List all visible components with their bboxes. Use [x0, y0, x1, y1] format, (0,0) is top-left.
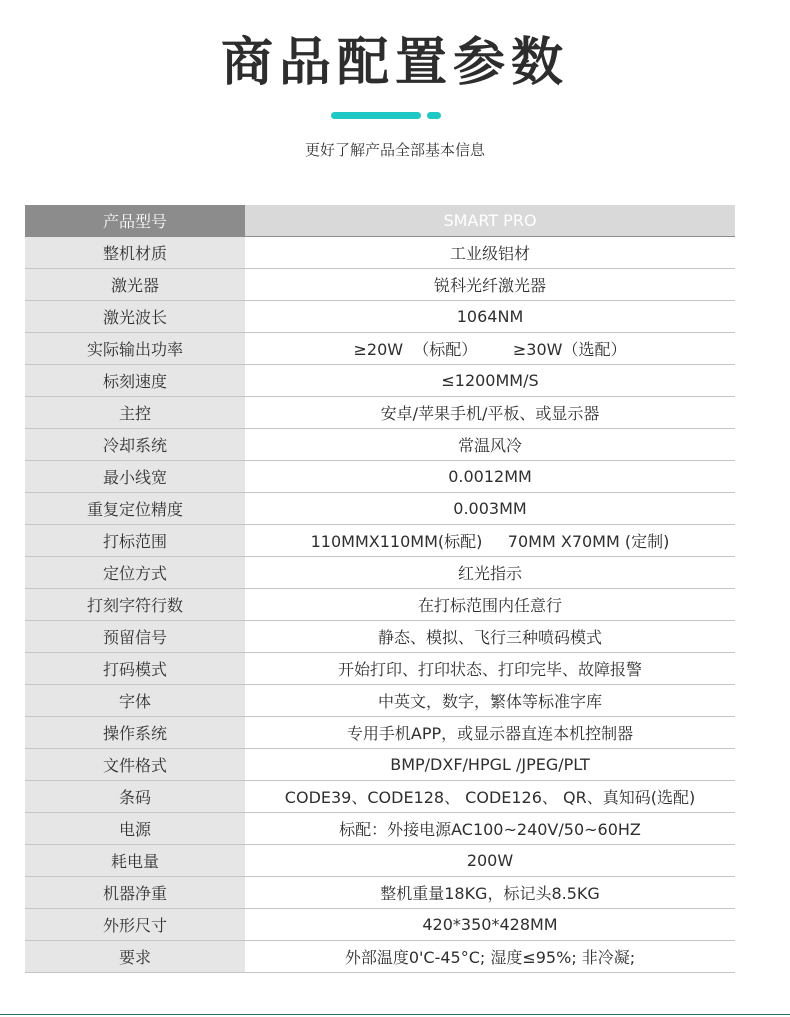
spec-table-row [25, 461, 735, 493]
spec-table-row [25, 941, 735, 973]
spec-value: 安卓/苹果手机/平板、或显示器 [245, 397, 735, 429]
spec-value: 专用手机APP，或显示器直连本机控制器 [245, 717, 735, 749]
spec-value: 中英文，数字，繁体等标准字库 [245, 685, 735, 717]
spec-table-row [25, 525, 735, 557]
page-title: 商品配置参数 [220, 33, 569, 93]
spec-header-label: 产品型号 [25, 205, 245, 237]
spec-table-row [25, 269, 735, 301]
spec-header-value [245, 205, 735, 237]
spec-table-row [25, 717, 735, 749]
spec-label: 激光器 [25, 269, 245, 301]
spec-value: ≤1200MM/S [245, 365, 735, 397]
spec-label: 电源 [25, 813, 245, 845]
title-accent-dot [427, 112, 441, 119]
spec-label: 标刻速度 [25, 365, 245, 397]
spec-label: 要求 [25, 941, 245, 973]
spec-table-row [25, 397, 735, 429]
spec-value: 锐科光纤激光器 [245, 269, 735, 301]
spec-label: 打刻字符行数 [25, 589, 245, 621]
spec-table-row [25, 557, 735, 589]
spec-table-row [25, 237, 735, 269]
spec-table-row [25, 845, 735, 877]
spec-label: 耗电量 [25, 845, 245, 877]
spec-table-row [25, 653, 735, 685]
spec-value: 0.003MM [245, 493, 735, 525]
spec-table-row [25, 493, 735, 525]
spec-value: 常温风冷 [245, 429, 735, 461]
spec-table-row [25, 621, 735, 653]
spec-label: 字体 [25, 685, 245, 717]
page-subtitle: 更好了解产品全部基本信息 [304, 141, 485, 159]
spec-label: 主控 [25, 397, 245, 429]
spec-table-row [25, 909, 735, 941]
spec-value: BMP/DXF/HPGL /JPEG/PLT [245, 749, 735, 781]
spec-label: 冷却系统 [25, 429, 245, 461]
spec-header-value-text: SMART PRO [443, 211, 537, 230]
spec-label: 重复定位精度 [25, 493, 245, 525]
spec-table-row [25, 333, 735, 365]
spec-value: 0.0012MM [245, 461, 735, 493]
spec-value: 420*350*428MM [245, 909, 735, 941]
bottom-divider [0, 1014, 790, 1015]
spec-value: 红光指示 [245, 557, 735, 589]
spec-label: 实际输出功率 [25, 333, 245, 365]
spec-label: 激光波长 [25, 301, 245, 333]
spec-table-row [25, 781, 735, 813]
spec-label: 打码模式 [25, 653, 245, 685]
spec-table-row [25, 685, 735, 717]
spec-table-row [25, 749, 735, 781]
spec-table-row [25, 365, 735, 397]
spec-label: 机器净重 [25, 877, 245, 909]
spec-table [25, 205, 735, 973]
spec-table-header-row [25, 205, 735, 237]
spec-table-row [25, 813, 735, 845]
spec-label: 打标范围 [25, 525, 245, 557]
spec-value: 200W [245, 845, 735, 877]
spec-label: 定位方式 [25, 557, 245, 589]
spec-label: 操作系统 [25, 717, 245, 749]
spec-table-row [25, 877, 735, 909]
spec-label: 文件格式 [25, 749, 245, 781]
spec-label: 整机材质 [25, 237, 245, 269]
spec-value: 工业级铝材 [245, 237, 735, 269]
spec-label: 条码 [25, 781, 245, 813]
spec-value: 110MMX110MM(标配) 70MM X70MM (定制) [245, 525, 735, 557]
spec-table-row [25, 429, 735, 461]
spec-value: 外部温度0'C-45°C; 湿度≤95%; 非冷凝; [245, 941, 735, 973]
spec-value: 在打标范围内任意行 [245, 589, 735, 621]
spec-value: 1064NM [245, 301, 735, 333]
spec-value: 标配：外接电源AC100~240V/50~60HZ [245, 813, 735, 845]
spec-table-row [25, 589, 735, 621]
spec-table-row [25, 301, 735, 333]
spec-label: 外形尺寸 [25, 909, 245, 941]
spec-value: CODE39、CODE128、 CODE126、 QR、真知码(选配) [245, 781, 735, 813]
spec-label: 最小线宽 [25, 461, 245, 493]
spec-value: ≥20W （标配） ≥30W（选配） [245, 333, 735, 365]
spec-value: 整机重量18KG，标记头8.5KG [245, 877, 735, 909]
spec-label: 预留信号 [25, 621, 245, 653]
spec-value: 开始打印、打印状态、打印完毕、故障报警 [245, 653, 735, 685]
title-accent-bar [331, 112, 421, 119]
spec-value: 静态、模拟、飞行三种喷码模式 [245, 621, 735, 653]
